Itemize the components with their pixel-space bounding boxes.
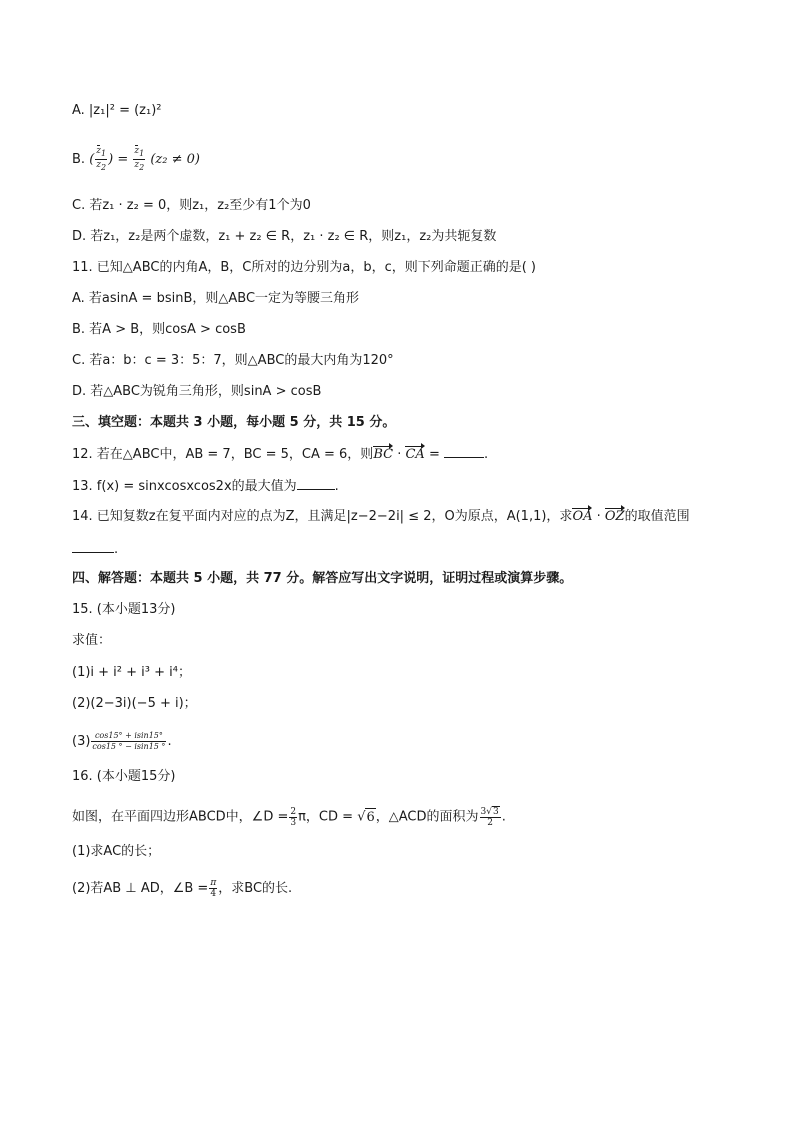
question-15-part-1: (1)i + i² + i³ + i⁴；: [72, 665, 191, 680]
q15-part-3-numerator: cos15° + isin15°: [91, 731, 166, 742]
q14-prefix: 14. 已知复数z在复平面内对应的点为Z，且满足|z−2−2i| ≤ 2，O为原点，A(1,1)，求: [72, 509, 573, 524]
option-10b-label: B.: [72, 151, 86, 167]
q16-stem-a: 如图，在平面四边形ABCD中，∠D =: [72, 809, 289, 825]
option-10b-condition: (z₂ ≠ 0): [150, 151, 200, 167]
option-10b: B. ( $\frac{z_1}{z_2}$ ) = $\frac{z_1}{z_2}$ (z₂ ≠ 0): [72, 146, 200, 172]
question-15-intro: 求值：: [72, 633, 112, 648]
question-14: [72, 508, 690, 526]
q16-sqrt-value: 6: [366, 809, 375, 825]
q16-part-2-a: (2)若AB ⊥ AD，∠B =: [72, 881, 209, 896]
option-11c: C. 若a：b：c = 3：5：7，则△ABC的最大内角为120°: [72, 353, 394, 368]
option-11a: A. 若asinA = bsinB，则△ABC一定为等腰三角形: [72, 291, 360, 306]
option-10c: C. 若z₁ · z₂ = 0，则z₁，z₂至少有1个为0: [72, 198, 311, 213]
q14-dot: ·: [592, 509, 605, 524]
answer-blank[interactable]: [297, 477, 335, 490]
question-16-stem: 如图，在平面四边形ABCD中，∠D = $\frac{2}{3}$ π，CD = √6，△ACD的面积为 $\frac{3√3}{2}$ .: [72, 806, 506, 828]
question-11-stem: 11. 已知△ABC的内角A，B，C所对的边分别为a，b，c，则下列命题正确的是( ): [72, 260, 536, 275]
q16-stem-c: ，△ACD的面积为: [375, 809, 479, 825]
option-10a: A. |z₁|² = (z₁)²: [72, 103, 162, 118]
q12-vector-ca: CA: [405, 447, 425, 462]
q16-part-2-b: ，求BC的长.: [218, 881, 293, 896]
q16-angle-numerator: 2: [290, 806, 297, 817]
q16-area-radicand: 3: [493, 807, 499, 817]
question-14-blank-line: .: [72, 540, 118, 559]
question-15-heading: 15. (本小题13分): [72, 602, 176, 617]
section-3-heading: 三、填空题：本题共 3 小题，每小题 5 分，共 15 分。: [72, 415, 396, 430]
option-11d: D. 若△ABC为锐角三角形，则sinA > cosB: [72, 384, 322, 399]
q14-vector-oa: OA: [572, 509, 593, 524]
q16-angle-b-denominator: 4: [210, 889, 217, 899]
q13-text: 13. f(x) = sinxcosxcos2x的最大值为: [72, 479, 297, 494]
q14-vector-oz: OZ: [604, 509, 625, 524]
q15-part-3-label: (3): [72, 734, 91, 749]
q16-area-coefficient: 3: [480, 807, 487, 817]
q16-angle-b-numerator: π: [210, 878, 217, 888]
q12-suffix: =: [424, 447, 444, 462]
question-15-part-3: (3) $\frac{\cos 15^\circ + isin15^\circ}{\cos 15 ^\circ - isin15 ^\circ}$ .: [72, 731, 172, 751]
question-13: 13. f(x) = sinxcosxcos2x的最大值为 .: [72, 479, 339, 494]
question-12: 12. 若在△ABC中，AB = 7，BC = 5，CA = 6，则BC · CA = .: [72, 447, 489, 462]
answer-blank[interactable]: [72, 540, 114, 553]
q12-vector-bc: BC: [373, 447, 394, 462]
answer-blank[interactable]: [444, 445, 484, 458]
q12-dot: ·: [393, 447, 406, 462]
q15-part-3-denominator: cos15 ° − isin15 °: [92, 742, 166, 751]
section-4-heading: 四、解答题：本题共 5 小题，共 77 分。解答应写出文字说明，证明过程或演算步骤。: [72, 571, 573, 586]
question-16-part-1: (1)求AC的长；: [72, 844, 161, 859]
option-10d: D. 若z₁，z₂是两个虚数，z₁ + z₂ ∈ R，z₁ · z₂ ∈ R，则z₁，z₂为共轭复数: [72, 229, 497, 244]
q16-area-denominator: 2: [487, 818, 493, 828]
question-16-heading: 16. (本小题15分): [72, 769, 176, 784]
option-11b: B. 若A > B，则cosA > cosB: [72, 322, 246, 337]
q16-stem-b: π，CD =: [298, 809, 358, 825]
q12-prefix: 12. 若在△ABC中，AB = 7，BC = 5，CA = 6，则: [72, 447, 374, 462]
q16-angle-denominator: 3: [290, 817, 297, 828]
question-16-part-2: [72, 878, 292, 899]
q14-suffix: 的取值范围: [624, 509, 690, 524]
q16-stem-d: .: [501, 809, 506, 825]
question-15-part-2: (2)(2−3i)(−5 + i)；: [72, 696, 197, 711]
